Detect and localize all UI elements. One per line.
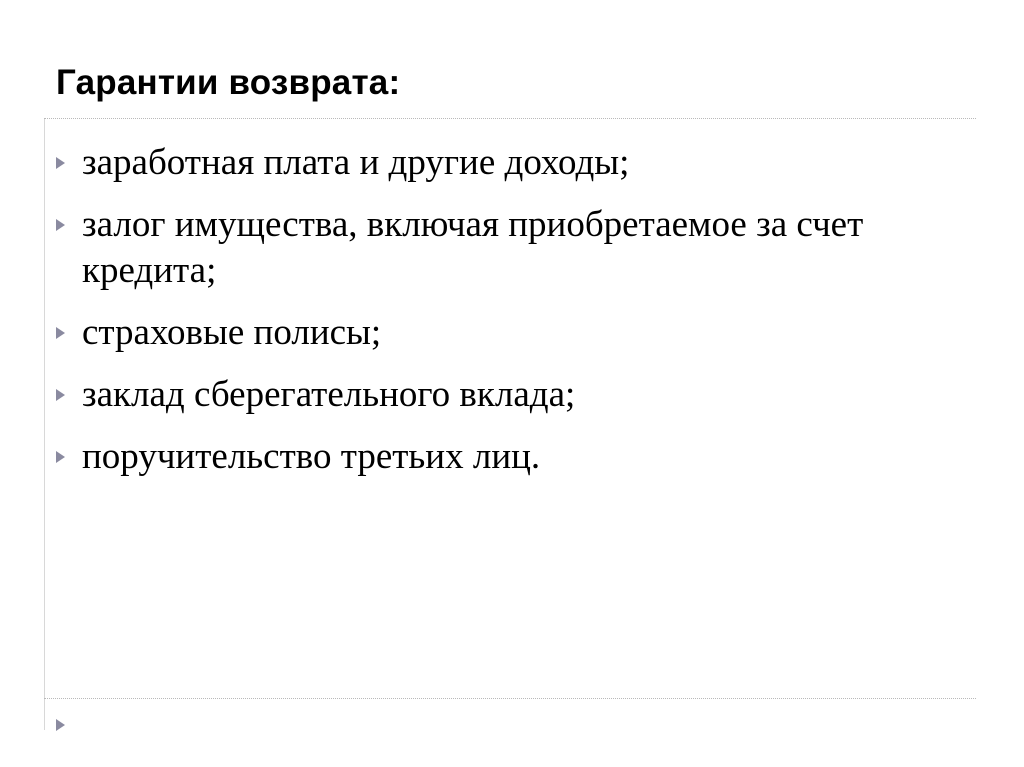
- list-item: [56, 140, 956, 186]
- triangle-bullet-icon: [56, 310, 82, 344]
- left-vertical-rule: [44, 118, 45, 730]
- list-item-text: заклад сберегательного вклада;: [82, 374, 576, 415]
- list-item: [56, 202, 956, 294]
- list-item: [56, 310, 956, 356]
- title-divider: [44, 118, 976, 119]
- list-item: [56, 434, 956, 480]
- bullet-list: [56, 140, 956, 496]
- title-block: [56, 62, 976, 104]
- list-item: [56, 372, 956, 418]
- slide-title: Гарантии возврата:: [56, 63, 401, 102]
- list-item-text: поручительство третьих лиц.: [82, 436, 541, 477]
- triangle-bullet-icon: [56, 202, 82, 236]
- list-item-text: залог имущества, включая приобретаемое за счет кредита;: [82, 204, 864, 291]
- list-item-text: страховые полисы;: [82, 312, 382, 353]
- list-item-text: заработная плата и другие доходы;: [82, 142, 630, 183]
- triangle-bullet-icon: [56, 434, 82, 468]
- trailing-triangle-bullet-icon: [56, 718, 96, 736]
- triangle-bullet-icon: [56, 372, 82, 406]
- bottom-divider: [44, 698, 976, 699]
- triangle-bullet-icon: [56, 140, 82, 174]
